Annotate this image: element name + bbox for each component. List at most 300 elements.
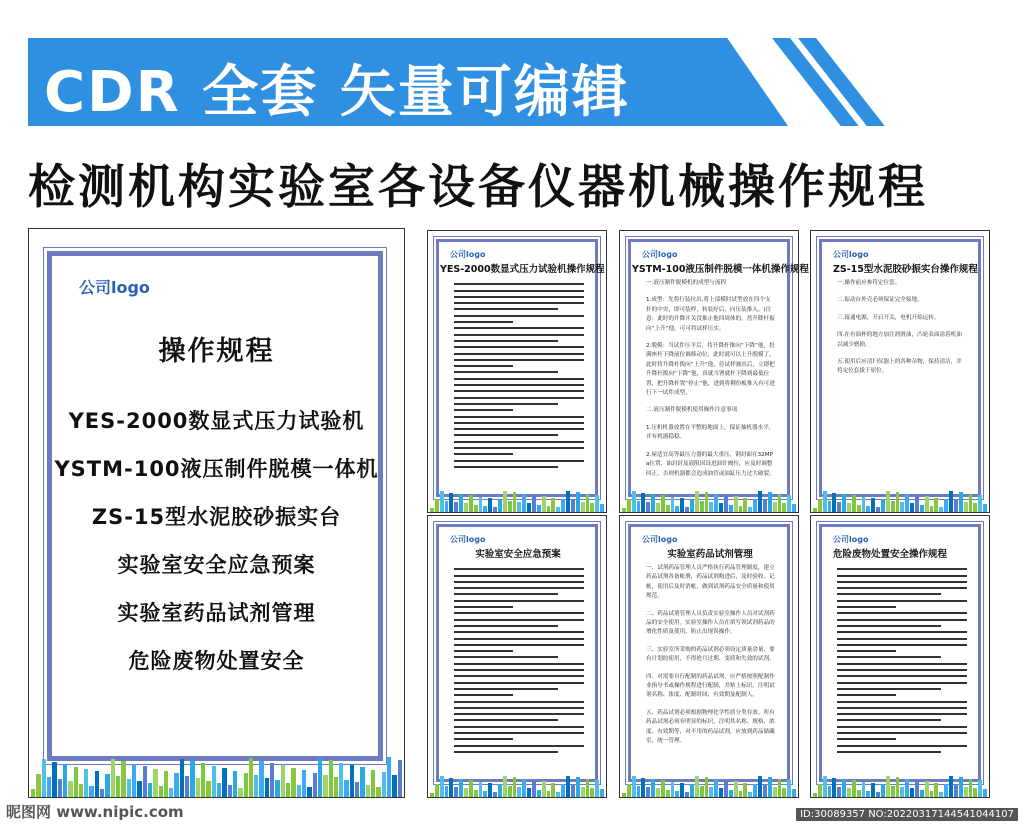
site-watermark: 昵图网 www.nipic.com [6,803,184,821]
text-placeholder-line [837,732,967,734]
skyline-building [787,780,791,797]
skyline-building [517,787,521,797]
skyline-building [934,783,938,797]
skyline-building [355,782,359,797]
skyline-building [695,776,699,797]
skyline-building [685,792,689,797]
city-skyline-decoration [428,775,606,797]
skyline-building [527,788,531,797]
skyline-building [627,784,631,797]
skyline-building [479,497,483,512]
skyline-building [866,506,870,512]
skyline-building [532,780,536,797]
text-placeholder-line [454,296,584,298]
skyline-building [782,503,786,512]
text-placeholder-line [837,669,967,671]
skyline-building [920,505,924,512]
card-title: ZS-15型水泥胶砂振实台操作规程 [833,264,978,275]
text-placeholder-line [837,575,967,577]
card-title: 危险废物处置安全操作规程 [833,549,948,560]
skyline-building [488,783,492,797]
skyline-building [503,776,507,797]
skyline-building [469,780,473,797]
text-placeholder-line [837,631,967,633]
skyline-building [871,783,875,797]
skyline-building [675,791,679,797]
skyline-building [556,792,560,797]
text-placeholder-line [454,428,584,430]
skyline-building [483,791,487,797]
skyline-building [42,759,46,797]
skyline-building [700,501,704,512]
text-placeholder-line [837,745,967,747]
text-placeholder-line [454,359,584,361]
skyline-building [522,494,526,512]
text-placeholder-line [454,713,584,715]
text-placeholder-line [454,682,584,684]
skyline-building [493,792,497,797]
skyline-building [561,499,565,512]
skyline-building [792,789,796,797]
skyline-building [857,505,861,512]
skyline-building [944,784,948,797]
skyline-building [111,759,115,797]
skyline-building [329,760,333,797]
card-body [837,564,967,757]
skyline-building [973,788,977,797]
skyline-building [709,502,713,512]
skyline-building [449,493,453,512]
skyline-building [148,783,152,797]
procedure-item: ZS-15型水泥胶砂振实台 [91,505,342,529]
skyline-building [734,781,738,797]
skyline-building [430,508,434,512]
skyline-building [959,777,963,797]
skyline-building [857,790,861,797]
card-paragraph: 2.脱模：当试件压平后，将升降杆推向“下降”他，投满座杆下降前位调移动位，此时就可以上升脱模了，此时将升降杆拨向“上升”他，待试样被出后，立即把升降杆拨向“下降”他，真就当署就杆下降到最低位置，把升降杆置“停止”他，进到将剩份板推入有可进行下一试件成型。 [646,343,775,397]
skyline-building [600,504,604,512]
skyline-building [435,784,439,797]
skyline-building [459,779,463,797]
text-placeholder-line [837,682,967,684]
skyline-building [68,781,72,797]
skyline-building [680,498,684,512]
skyline-building [842,494,846,512]
skyline-building [637,786,641,797]
text-placeholder-line [454,644,584,646]
skyline-building [886,776,890,797]
text-placeholder-line [454,460,584,462]
skyline-building [127,779,131,797]
text-placeholder-line [454,675,584,677]
skyline-building [905,494,909,512]
card-paragraph: 一.操作前应参符定位套。 [837,280,901,286]
skyline-building [818,499,822,512]
skyline-building [641,493,645,512]
procedure-item: 实验室安全应急预案 [117,553,316,577]
skyline-building [729,505,733,512]
text-placeholder-line [837,581,967,583]
skyline-building [739,791,743,797]
text-placeholder-line [454,397,584,399]
text-placeholder-line [454,619,584,621]
skyline-building [690,499,694,512]
text-placeholder-line [454,726,584,728]
skyline-building [254,775,258,797]
skyline-building [651,494,655,512]
skyline-building [360,767,364,797]
text-placeholder-line [454,334,584,336]
text-placeholder-line [454,701,584,703]
skyline-building [350,765,354,797]
text-placeholder-line [454,453,513,455]
city-skyline-decoration [620,775,798,797]
skyline-building [440,491,444,512]
skyline-building [571,500,575,512]
skyline-building [513,777,517,797]
skyline-building [622,793,626,797]
text-placeholder-line [454,466,558,468]
skyline-building [900,787,904,797]
skyline-building [281,765,285,797]
skyline-building [302,770,306,797]
text-placeholder-line [454,447,584,449]
skyline-building [318,758,322,797]
text-placeholder-line [454,751,558,753]
skyline-building [739,506,743,512]
text-placeholder-line [454,403,558,405]
skyline-building [366,785,370,797]
card-title: YSTM-100液压制件脱模一体机操作规程 [632,264,809,275]
skyline-building [206,781,210,797]
skyline-building [969,494,973,512]
text-placeholder-line [454,625,558,627]
text-placeholder-line [454,327,584,329]
skyline-building [58,779,62,797]
skyline-building [551,783,555,797]
skyline-building [983,504,987,512]
skyline-building [813,793,817,797]
skyline-building [143,766,147,797]
skyline-building [886,491,890,512]
skyline-building [488,498,492,512]
text-placeholder-line [837,612,967,614]
skyline-building [671,497,675,512]
skyline-building [724,495,728,512]
skyline-building [132,764,136,797]
card-body [837,279,967,385]
card-body [454,564,584,757]
skyline-building [748,792,752,797]
skyline-building [344,780,348,797]
text-placeholder-line [454,600,584,602]
skyline-building [637,501,641,512]
skyline-building [376,787,380,797]
skyline-building [454,502,458,512]
skyline-building [900,502,904,512]
skyline-building [792,504,796,512]
company-logo: 公司logo [833,535,869,544]
skyline-building [675,506,679,512]
poster-card [619,230,809,513]
card-paragraph: 二.液压制件脱模机使用操作注意事项 [646,407,738,414]
skyline-building [571,785,575,797]
skyline-building [954,785,958,797]
skyline-building [983,789,987,797]
city-skyline-decoration [428,490,606,512]
text-placeholder-line [454,308,558,310]
company-logo: 公司logo [642,250,678,259]
skyline-building [31,789,35,797]
text-placeholder-line [837,619,967,621]
skyline-building [95,771,99,797]
banner-text: CDR 全套 矢量可编辑 [44,60,630,125]
skyline-building [174,773,178,797]
skyline-building [100,789,104,797]
skyline-building [36,774,40,797]
text-placeholder-line [454,688,558,690]
skyline-building [547,506,551,512]
text-placeholder-line [454,732,584,734]
skyline-building [222,768,226,797]
skyline-building [719,503,723,512]
skyline-building [964,502,968,512]
skyline-building [837,502,841,512]
skyline-building [661,495,665,512]
skyline-building [646,502,650,512]
text-placeholder-line [454,434,558,436]
skyline-building [828,501,832,512]
company-logo: 公司logo [450,535,486,544]
skyline-building [286,783,290,797]
skyline-building [768,492,772,512]
text-placeholder-line [837,650,896,652]
skyline-building [600,789,604,797]
skyline-building [910,503,914,512]
skyline-building [52,762,56,797]
skyline-building [896,492,900,512]
skyline-building [896,777,900,797]
skyline-building [474,790,478,797]
skyline-building [581,787,585,797]
skyline-building [758,776,762,797]
text-placeholder-line [837,701,967,703]
skyline-building [768,777,772,797]
skyline-building [313,773,317,797]
skyline-building [576,777,580,797]
city-skyline-decoration [620,490,798,512]
skyline-building [666,790,670,797]
card-paragraph: 一.液压制件脱模机的成型与流程 [646,280,727,286]
poster-card [619,515,799,798]
card-paragraph: 四.在有油杯的地方加注润滑油，凸轮表面涂着机油以减少磨损。 [837,332,962,348]
skyline-building [445,786,449,797]
skyline-building [709,787,713,797]
poster-card [427,230,607,513]
skyline-building [910,788,914,797]
text-placeholder-line [454,416,584,418]
skyline-building [934,498,938,512]
skyline-building [566,776,570,797]
skyline-building [190,761,194,797]
skyline-building [259,761,263,797]
card-paragraph: 2.屋适宜高等最压力器的最大重压，钢封面在32MPa位置，油封封及液限因设进油针阀位，应及时调整回正，否则机器都会造成油管或油缸压力过大破裂。 [646,451,775,477]
skyline-building [542,781,546,797]
skyline-building [164,771,168,797]
skyline-building [719,788,723,797]
skyline-building [832,493,836,512]
skyline-building [474,505,478,512]
skyline-building [832,778,836,797]
skyline-building [944,499,948,512]
skyline-building [63,764,67,797]
text-placeholder-line [837,738,896,740]
skyline-building [778,494,782,512]
text-placeholder-line [454,631,584,633]
skyline-building [705,492,709,512]
skyline-building [121,761,125,797]
card-title: 实验室药品试剂管理 [667,549,753,560]
skyline-building [782,788,786,797]
text-placeholder-line [837,675,967,677]
skyline-building [925,496,929,512]
text-placeholder-line [837,694,896,696]
skyline-building [973,503,977,512]
skyline-building [632,776,636,797]
skyline-building [837,787,841,797]
skyline-building [392,775,396,797]
procedure-item: YES-2000数显式压力试验机 [68,409,365,433]
skyline-building [180,759,184,797]
skyline-building [527,503,531,512]
text-placeholder-line [454,340,558,342]
skyline-building [758,491,762,512]
skyline-building [964,787,968,797]
text-placeholder-line [454,290,584,292]
skyline-building [551,498,555,512]
skyline-building [646,787,650,797]
card-title: 实验室安全应急预案 [475,549,561,560]
skyline-building [729,790,733,797]
skyline-building [89,786,93,797]
text-placeholder-line [837,656,941,658]
company-logo: 公司logo [833,250,869,259]
text-placeholder-line [454,371,558,373]
skyline-building [891,501,895,512]
skyline-building [508,501,512,512]
skyline-building [84,769,88,797]
text-placeholder-line [454,738,513,740]
card-title: YES-2000数显式压力试验机操作规程 [440,264,605,275]
text-placeholder-line [837,719,941,721]
text-placeholder-line [454,353,584,355]
skyline-building [847,788,851,797]
id-watermark: ID:30089357 NO:20220317144541044107 [796,808,1018,821]
skyline-building [566,491,570,512]
city-skyline-decoration [811,775,989,797]
skyline-building [459,494,463,512]
skyline-building [586,779,590,797]
text-placeholder-line [454,638,584,640]
skyline-building [47,777,51,797]
text-placeholder-line [837,638,967,640]
card-paragraph: 三、实验室所采购的药品试剂必须设定质量余量，要有计划的使用，不得抢月过期、变质和失效的试剂。 [646,646,775,663]
poster-card [810,515,990,798]
text-placeholder-line [454,575,584,577]
skyline-building [334,777,338,797]
skyline-building [449,778,453,797]
skyline-building [307,787,311,797]
skyline-building [185,776,189,797]
skyline-building [773,787,777,797]
skyline-building [537,790,541,797]
skyline-building [763,500,767,512]
skyline-building [517,502,521,512]
skyline-building [656,503,660,512]
text-placeholder-line [454,745,584,747]
skyline-building [323,775,327,797]
skyline-building [828,786,832,797]
skyline-building [695,491,699,512]
text-placeholder-line [454,441,584,443]
text-placeholder-line [454,593,558,595]
skyline-building [748,507,752,512]
skyline-building [651,779,655,797]
skyline-building [724,780,728,797]
skyline-building [201,763,205,797]
text-placeholder-line [454,283,584,285]
skyline-building [435,499,439,512]
text-placeholder-line [837,644,967,646]
skyline-building [787,495,791,512]
skyline-building [233,771,237,797]
skyline-building [930,506,934,512]
skyline-building [661,780,665,797]
text-placeholder-line [454,581,584,583]
skyline-building [270,763,274,797]
skyline-building [690,784,694,797]
skyline-building [576,492,580,512]
skyline-building [542,496,546,512]
skyline-building [743,783,747,797]
skyline-building [137,781,141,797]
text-placeholder-line [837,587,967,589]
text-placeholder-line [454,315,584,317]
skyline-building [440,776,444,797]
skyline-building [881,784,885,797]
card-body [646,564,776,755]
skyline-building [778,779,782,797]
skyline-building [753,784,757,797]
skyline-building [454,787,458,797]
skyline-building [212,766,216,797]
company-logo: 公司logo [450,250,486,259]
skyline-building [595,495,599,512]
skyline-building [159,786,163,797]
text-placeholder-line [454,606,513,608]
text-placeholder-line [837,726,967,728]
poster-title: 操作规程 [158,336,275,367]
procedure-list [29,397,404,685]
skyline-building [978,495,982,512]
main-title: 检测机构实验室各设备仪器机械操作规程 [28,160,928,215]
skyline-building [493,507,497,512]
skyline-building [556,507,560,512]
skyline-building [537,505,541,512]
text-placeholder-line [837,625,941,627]
text-placeholder-line [454,365,513,367]
skyline-building [508,786,512,797]
